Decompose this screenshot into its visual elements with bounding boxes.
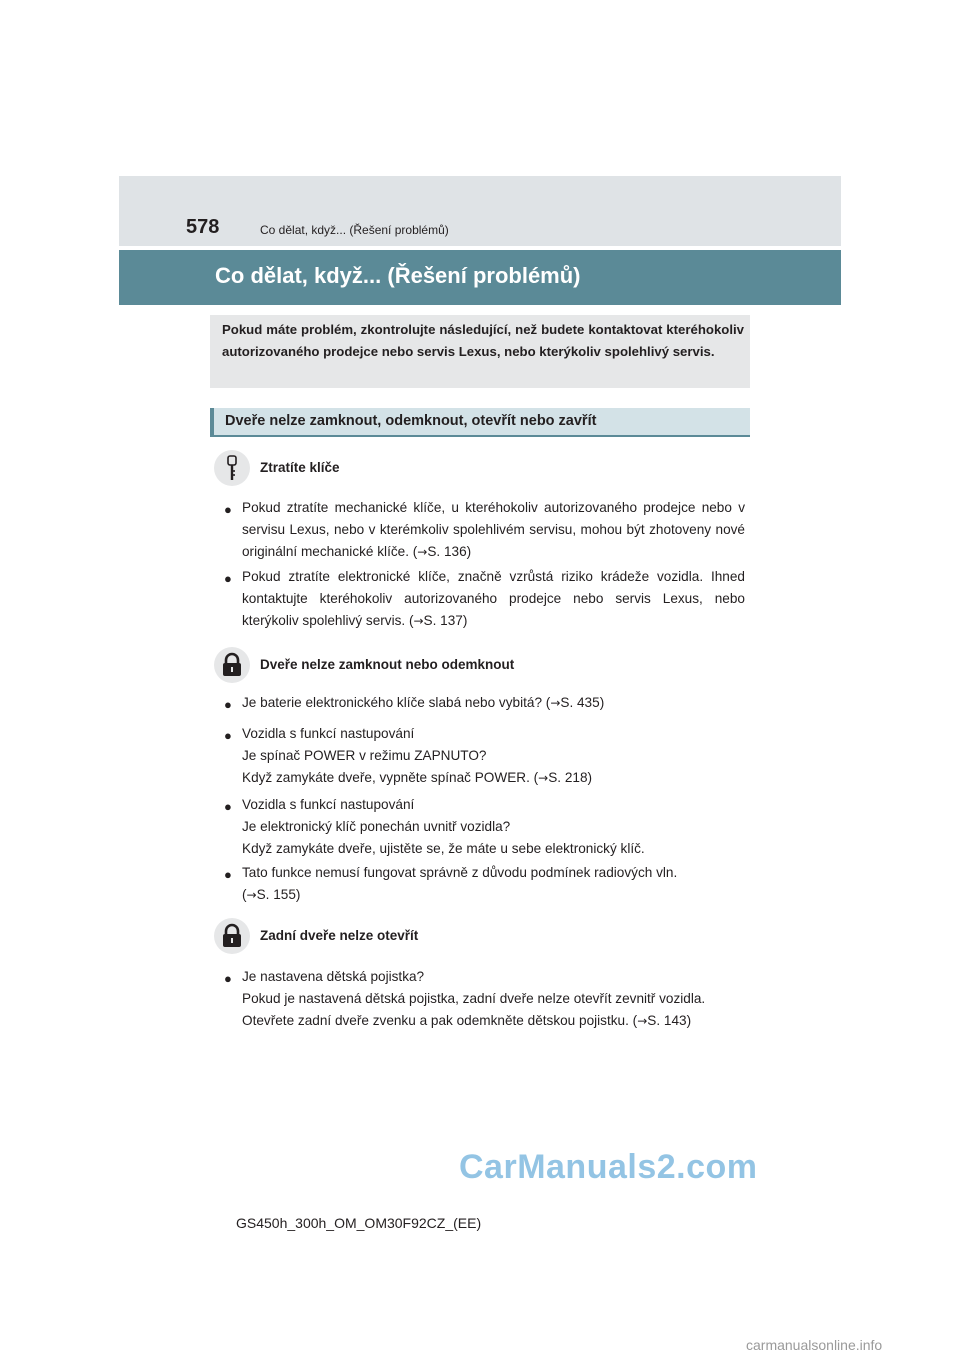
section-accent	[210, 408, 214, 437]
bullet-icon: ●	[224, 697, 232, 712]
item-line: Vozidla s funkcí nastupování	[242, 797, 415, 812]
watermark-site[interactable]: carmanualsonline.info	[746, 1337, 883, 1353]
item-text: Pokud ztratíte mechanické klíče, u kteréhokoliv autorizovaného prodejce nebo v servisu Lexus, nebo v kterémkoliv spolehlivém servisu, mohou být zhotoveny nové originální mechanické klíče.	[242, 500, 745, 559]
watermark-logo[interactable]: CarManuals2.com	[459, 1148, 758, 1186]
list-item: Pokud ztratíte mechanické klíče, u kteréhokoliv autorizovaného prodejce nebo v servisu Lexus, nebo v kterémkoliv spolehlivém servisu, mohou být zhotoveny nové originální mechanické klíče. (→S. 136)	[242, 500, 745, 559]
list-item	[242, 862, 745, 906]
item-text: Je baterie elektronického klíče slabá nebo vybitá?	[242, 695, 542, 710]
running-title: Co dělat, když... (Řešení problémů)	[260, 223, 449, 237]
item-text: Když zamykáte dveře, vypněte spínač POWER.	[242, 770, 530, 785]
page-number: 578	[186, 216, 220, 238]
intro-text: Pokud máte problém, zkontrolujte následující, než budete kontaktovat kteréhokoliv autorizovaného prodejce nebo servis Lexus, nebo kterýkoliv spolehlivý servis.	[222, 322, 744, 359]
bullet-icon: ●	[224, 502, 232, 517]
bullet-icon: ●	[224, 728, 232, 743]
arrow-icon: →	[637, 1014, 648, 1028]
subsection-heading-lost-keys: Ztratíte klíče	[260, 460, 340, 475]
arrow-icon: →	[550, 696, 561, 710]
list-item	[242, 966, 745, 1032]
item-line: Pokud je nastavená dětská pojistka, zadní dveře nelze otevřít zevnitř vozidla.	[242, 991, 706, 1006]
list-item	[242, 723, 745, 789]
item-line: Když zamykáte dveře, ujistěte se, že máte u sebe elektronický klíč.	[242, 841, 645, 856]
page-reference: S. 435	[560, 695, 600, 710]
item-text: Tato funkce nemusí fungovat správně z důvodu podmínek radiových vln.	[242, 865, 678, 880]
page-reference: S. 136	[427, 544, 467, 559]
page-reference: S. 155	[256, 887, 296, 902]
arrow-icon: →	[246, 888, 257, 902]
item-line: Je elektronický klíč ponechán uvnitř vozidla?	[242, 819, 511, 834]
lock-icon	[214, 918, 250, 954]
header-band	[119, 176, 841, 246]
arrow-icon: →	[413, 614, 424, 628]
page-reference: S. 218	[548, 770, 588, 785]
bullet-icon: ●	[224, 571, 232, 586]
section-heading-bar	[210, 408, 750, 437]
bullet-icon: ●	[224, 971, 232, 986]
arrow-icon: →	[538, 771, 549, 785]
item-text: Otevřete zadní dveře zvenku a pak odemkněte dětskou pojistku.	[242, 1013, 629, 1028]
item-line: Vozidla s funkcí nastupování	[242, 726, 415, 741]
item-line: Je nastavena dětská pojistka?	[242, 969, 425, 984]
item-line: Je spínač POWER v režimu ZAPNUTO?	[242, 748, 487, 763]
list-item: Je baterie elektronického klíče slabá nebo vybitá? (→S. 435)	[242, 695, 605, 710]
subsection-heading-rear-doors: Zadní dveře nelze otevřít	[260, 928, 419, 943]
page-title: Co dělat, když... (Řešení problémů)	[215, 263, 581, 288]
bullet-icon: ●	[224, 799, 232, 814]
lock-icon	[214, 647, 250, 683]
item-line: (→S. 155)	[242, 887, 301, 902]
subsection-heading-lock: Dveře nelze zamknout nebo odemknout	[260, 657, 515, 672]
list-item: Pokud ztratíte elektronické klíče, značně vzrůstá riziko krádeže vozidla. Ihned kontaktujte kteréhokoliv autorizovaného prodejce nebo servis Lexus, nebo kterýkoliv spolehlivý servis. (→S. 137)	[242, 569, 745, 628]
page-reference: S. 143	[647, 1013, 687, 1028]
item-text: Pokud ztratíte elektronické klíče, značně vzrůstá riziko krádeže vozidla. Ihned kontaktujte kteréhokoliv autorizovaného prodejce nebo servis Lexus, nebo kterýkoliv spolehlivý servis.	[242, 569, 745, 628]
page-reference: S. 137	[423, 613, 463, 628]
key-icon	[214, 450, 250, 486]
footer-code: GS450h_300h_OM_OM30F92CZ_(EE)	[236, 1215, 482, 1231]
arrow-icon: →	[417, 545, 428, 559]
item-line: Otevřete zadní dveře zvenku a pak odemkněte dětskou pojistku. (→S. 143)	[242, 1013, 692, 1028]
section-heading: Dveře nelze zamknout, odemknout, otevřít nebo zavřít	[225, 413, 597, 429]
list-item	[242, 794, 745, 860]
bullet-icon: ●	[224, 867, 232, 882]
item-line: Když zamykáte dveře, vypněte spínač POWER. (→S. 218)	[242, 770, 593, 785]
